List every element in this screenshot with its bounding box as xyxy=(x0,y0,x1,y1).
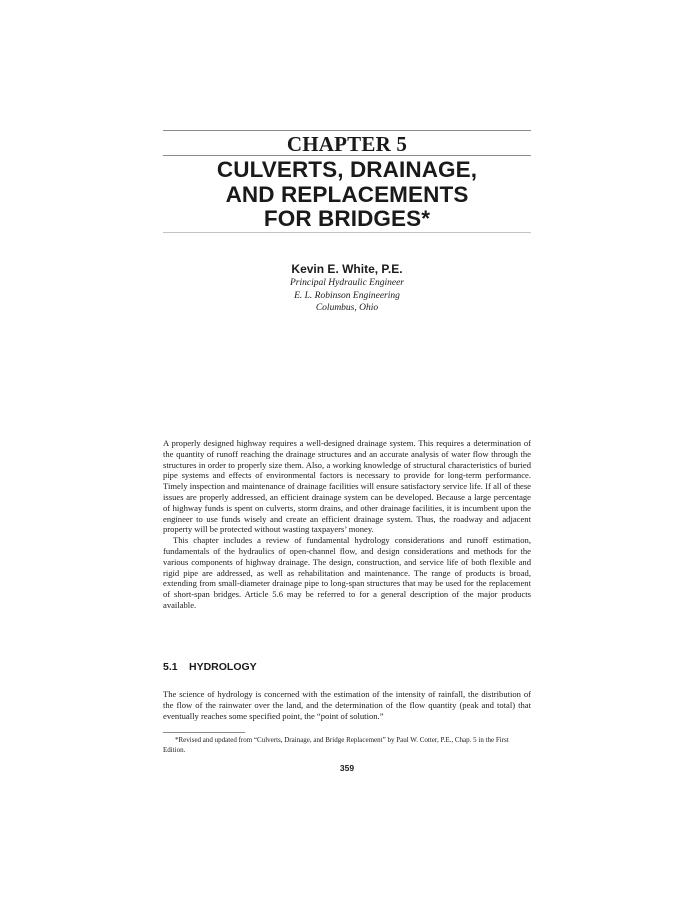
footnote xyxy=(163,736,531,755)
intro-paragraph-1: A properly designed highway requires a well-designed drainage system. This requires a determination of the quantity of runoff reaching the drainage structures and an accurate analysis of water flow through the structures in order to properly size them. Also, a working knowledge of structural characteristics of buried pipe systems and effects of environmental factors is necessary to provide for long-term performance. Timely inspection and maintenance of drainage facilities will ensure satisfactory service life. If all of these issues are properly addressed, an efficient drainage system can be developed. Because a large percentage of highway funds is spent on culverts, storm drains, and other drainage facilities, it is incumbent upon the engineer to use funds wisely and create an efficient drainage system. Thus, the roadway and adjacent property will be protected without wasting taxpayers’ money. xyxy=(163,438,531,535)
page-number: 359 xyxy=(339,763,355,773)
intro-paragraph-2: This chapter includes a review of fundamental hydrology considerations and runoff estimation, fundamentals of the hydraulics of open-channel flow, and design considerations and methods for the various components of highway drainage. The design, construction, and service life of both flexible and rigid pipe are addressed, as well as rehabilitation and maintenance. The range of products is broad, extending from small-diameter drainage pipe to long-span structures that may be used for the replacement of short-span bridges. Article 5.6 may be referred to for a general description of the major products available. xyxy=(163,535,531,610)
chapter-rule xyxy=(163,155,531,156)
section-number: 5.1 xyxy=(163,661,178,673)
section-title: HYDROLOGY xyxy=(189,661,257,673)
author-role: Principal Hydraulic Engineer xyxy=(290,278,404,288)
title-bottom-rule xyxy=(163,232,531,233)
chapter-title xyxy=(163,158,531,232)
chapter-title-line-3: FOR BRIDGES* xyxy=(263,206,431,231)
section-heading xyxy=(163,661,531,674)
chapter-title-line-1: CULVERTS, DRAINAGE, xyxy=(216,157,478,182)
footnote-text: *Revised and updated from “Culverts, Drainage, and Bridge Replacement” by Paul W. Cotter, P.E., Chap. 5 in the First Edition. xyxy=(163,736,509,754)
author-location: Columbus, Ohio xyxy=(315,303,379,313)
hydrology-paragraph: The science of hydrology is concerned with the estimation of the intensity of rainfall, the distribution of the flow of the rainwater over the land, and the determination of the flow quantity (peak and total) that eventually reaches some specified point, the “point of solution.” xyxy=(163,689,531,721)
footnote-rule xyxy=(163,732,245,733)
author-company: E. L. Robinson Engineering xyxy=(294,290,400,301)
intro-text xyxy=(163,438,531,611)
chapter-title-line-2: AND REPLACEMENTS xyxy=(225,181,469,207)
author-block xyxy=(163,262,531,315)
author-name: Kevin E. White, P.E. xyxy=(291,262,403,276)
hydrology-text xyxy=(163,689,531,721)
chapter-label: CHAPTER 5 xyxy=(286,132,408,156)
